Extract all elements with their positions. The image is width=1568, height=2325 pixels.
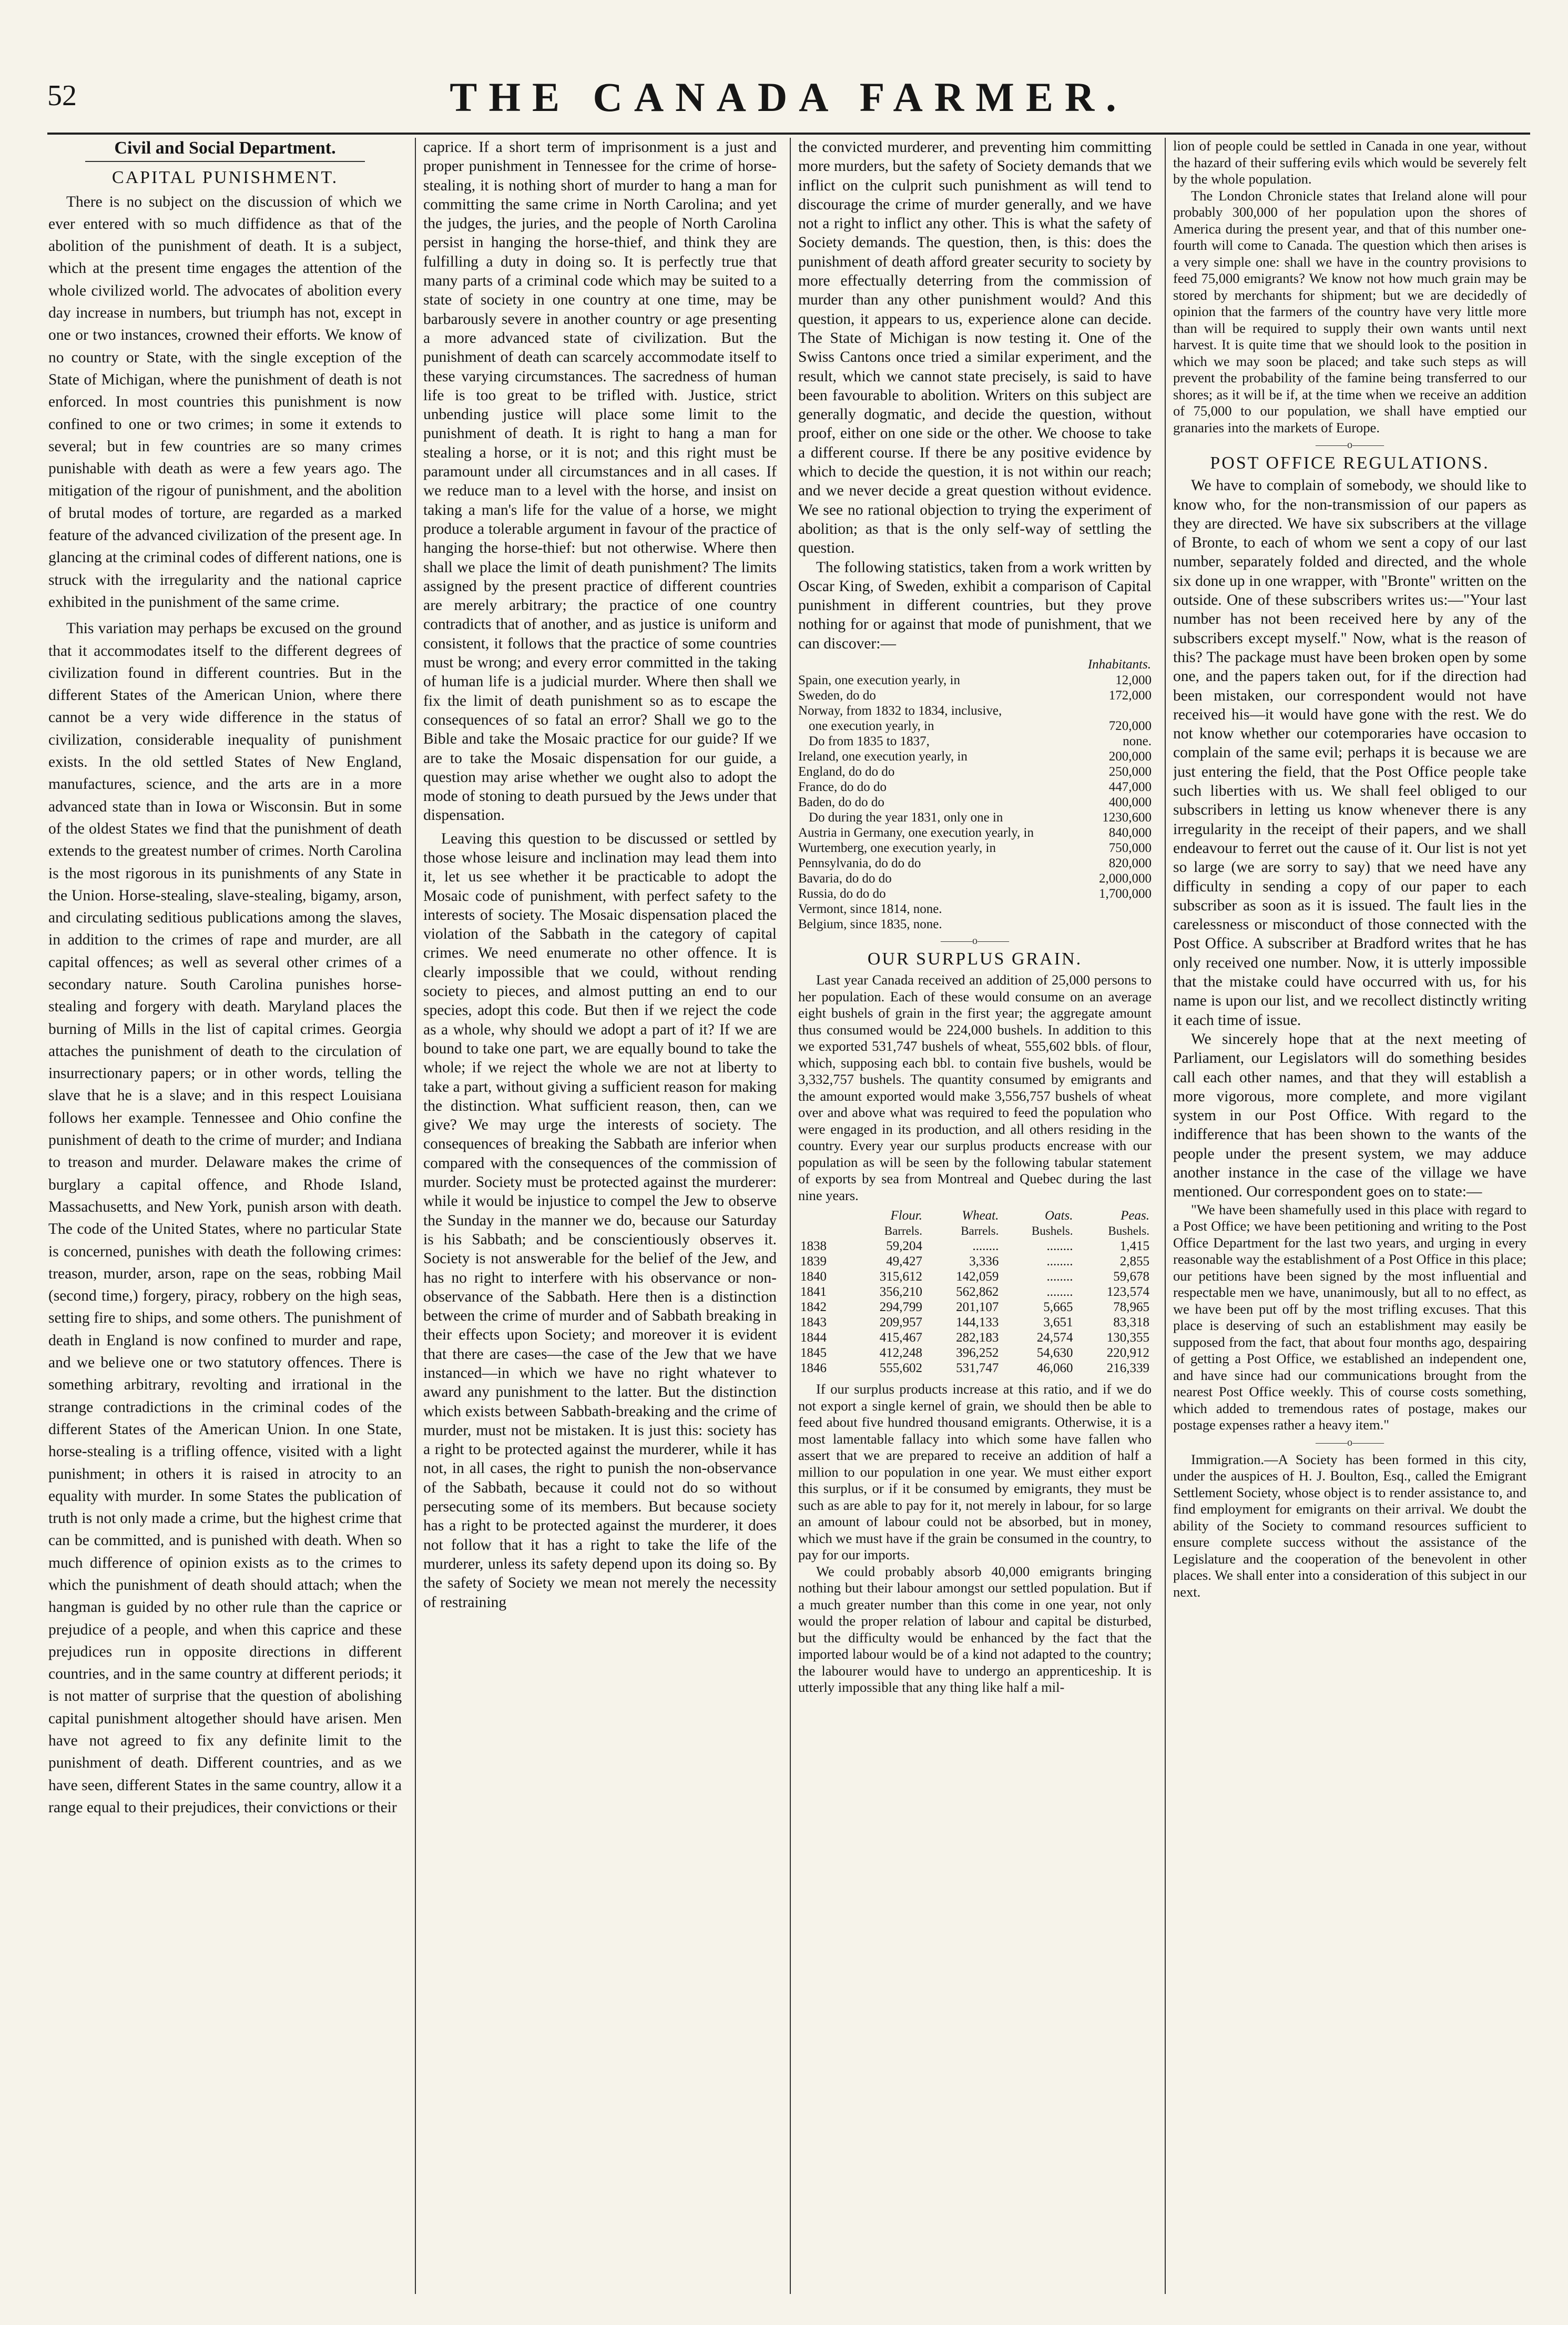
table-row [798,840,1152,856]
table-column-header: Flour. [890,1209,922,1223]
table-cell: Vermont, since 1814, none. [798,902,942,917]
table-row [798,734,1152,749]
table-row [798,1254,1152,1269]
table-cell: 1842 [800,1300,827,1315]
table-row [798,764,1152,779]
table-cell: 142,059 [956,1270,999,1284]
article-paragraph: Leaving this question to be discussed or settled by those whose leisure and inclination may lead them into it, let us see whether it be practicable to adopt the Mosaic code of punishment, with perfect safety to the interests of society. The Mosaic dispensation placed the violation of the Sabbath in the category of capital crimes. We need enumerate no other offence. It is clearly impossible that we could, without rending society to pieces, and almost putting an end to our species, adopt this code. But then if we reject the code as a whole, why should we adopt a part of it? If we are bound to take one part, we are equally bound to take the whole; if we reject the whole we are not at liberty to take a part, without giving a sufficient reason for making the distinction. What sufficient reason, then, can we give? We may urge the interests of society. The consequences of breaking the Sabbath are inferior when compared with the consequences of the commission of murder. Society must be protected against the murderer: while it would be injustice to compel the Jew to observe the Sunday in the manner we do, because our Saturday is his Sabbath; and be conscientiously observes it. Society is not answerable for the belief of the Jew, and has no right to interfere with his observance or non-observance of the Sabbath. Here then is a distinction between the crime of murder and of Sabbath breaking in their effects upon Society; and moreover it is evident that there are cases—the case of the Jew that we have instanced—in which we have no right whatever to award any punishment to the latter. But the distinction which exists between Sabbath-breaking and the crime of murder, must not be mistaken. It is just this: society has a right to be protected against the murderer, while it has not, in all cases, the right to punish the non-observance of the Sabbath, because it could not do so without persecuting some of its members. But because society has a right to be protected against the murderer, it does not follow that it has a right to take the life of the murderer, unless its safety depend upon its doing so. By the safety of Society we mean not merely the necessity of restraining [423,830,777,1611]
article-paragraph: This variation may perhaps be excused on the ground that it accommodates itself to the different degrees of civilization found in different countries. But in the different States of the American Union, where there cannot be a very wide difference in the status of civilization, considerable inequality of punishment exists. In the old settled States of New England, manufactures, science, and the arts are in a more advanced state than in Iowa or Wisconsin. But in some of the oldest States we find that the punishment of death extends to the greatest number of crimes. North Carolina is the most rigorous in its punishments of any State in the Union. Horse-stealing, slave-stealing, bigamy, arson, and circulating seditious publications among the slaves, in addition to the crimes of rape and murder, are all capital offences; as well as several other crimes of a secondary nature. South Carolina punishes horse-stealing and forgery with death. Maryland places the burning of Mills in the list of capital crimes. Georgia attaches the punishment of death to the circulation of insurrectionary papers; or in other words, telling the slave that he is a slave; and in this respect Louisiana follows her example. Tennessee and Ohio confine the punishment of death to the crime of murder; and Indiana to treason and murder. Delaware makes the crime of burglary a capital offence, and Rhode Island, Massachusetts, and New York, punish arson with death. The code of the United States, where no particular State is concerned, punishes with death the following crimes: treason, murder, arson, rape on the seas, robbing Mail (second time,) forgery, piracy, robbery on the high seas, setting fire to ships, and some others. The punishment of death in England is now confined to murder and rape, and we believe one or two statutory offences. There is something arbitrary, revolting and irrational in the strange contradictions in the criminal codes of the different States of the American Union. In one State, horse-stealing is a trifling offence, visited with a light punishment; in others it is raised in atrocity to an equality with murder. In some States the publication of truth is not only made a crime, but the highest crime that can be committed, and is punished with death. When so much difference of opinion exists as to the crimes to which the punishment of death should attach; when the hangman is guided by no other rule than the caprice or prejudice of a people, and when this caprice and these prejudices run in opposite directions in different countries, and in the same country at different periods; it is not matter of surprise that the question of abolishing capital punishment altogether should have arisen. Men have not agreed to fix any definite limit to the punishment of death. Different countries, and as we have seen, different States in the same country, allow it a range equal to their prejudices, their convictions or their [48,620,402,1816]
table-cell: Russia, do do do [798,887,886,901]
table-cell: 282,183 [956,1331,999,1345]
table-cell: 250,000 [1108,765,1152,779]
table-cell: France, do do do [798,780,887,795]
table-cell: 1841 [800,1285,827,1299]
section-divider: ———o——— [941,935,1009,947]
table-cell: none. [1123,734,1152,749]
table-cell: 1838 [800,1239,827,1254]
table-column-header: Inhabitants. [1087,657,1151,672]
article-paragraph: The London Chronicle states that Ireland alone will pour probably 300,000 of her population upon the shores of America during the present year, and that of this number one-fourth will come to Canada. The question which then arises is a very simple one: shall we have in the country provisions to feed 75,000 emigrants? We know not how much grain may be stored by merchants for shipment; but we are decidedly of opinion that the farmers of the country have very little more than will be required to supply their own wants until next harvest. It is quite time that we should look to the position in which we may soon be placed; and take such steps as will prevent the probability of the famine being transferred to our shores; as it will be if, at the time when we receive an addition of 75,000 to our population, we shall have emptied our granaries into the markets of Europe. [1173,187,1526,435]
table-row [798,901,1152,917]
table-row [798,917,1152,932]
table-cell: 54,630 [1036,1346,1073,1361]
table-row [798,1299,1152,1315]
table-cell: Do during the year 1831, only one in [809,810,1003,825]
table-cell: 3,336 [969,1254,999,1269]
article-paragraph: Last year Canada received an addition of 25,000 persons to her population. Each of these would consume on an average eight bushels of grain in the first year; the aggregate amount thus consumed would be 224,000 bushels. In addition to this we exported 531,747 bushels of wheat, 555,602 bbls. of flour, which, supposing each bbl. to contain five bushels, would be 3,332,757 bushels. The quantity consumed by emigrants and the amount exported would make 3,556,757 bushels of wheat over and above what was required to feed the population who were engaged in its production, and all others residing in the country. Every year our surplus products encrease with our population as will be seen by the following tabular statement of exports by sea from Montreal and Quebec during the last nine years. [798,972,1152,1203]
table-row [798,703,1152,718]
table-cell: 562,862 [956,1285,999,1299]
table-cell: 315,612 [879,1270,922,1284]
table-cell: 2,000,000 [1099,871,1152,886]
executions-table [798,656,1152,932]
table-row [798,871,1152,886]
table-cell: 294,799 [879,1300,922,1315]
table-cell: 12,000 [1115,673,1152,688]
table-column-header: Oats. [1045,1209,1073,1223]
page-number: 52 [47,79,77,112]
table-row [798,886,1152,901]
table-cell: 1844 [800,1331,827,1345]
table-cell: one execution yearly, in [809,719,934,734]
table-cell: 59,204 [886,1239,922,1254]
table-row [798,1345,1152,1361]
table-cell: 201,107 [956,1300,999,1315]
article-paragraph: lion of people could be settled in Canada in one year, without the hazard of their suffering evils which would be severely felt by the whole population. [1173,138,1526,187]
table-row [798,688,1152,703]
table-unit-header: Barrels. [884,1224,922,1238]
table-row [798,1361,1152,1376]
table-cell: 720,000 [1108,719,1152,734]
table-cell: ........ [1046,1239,1073,1254]
table-cell: ........ [1046,1270,1073,1284]
table-cell [1087,901,1152,917]
table-cell: England, do do do [798,765,895,779]
article-paragraph: caprice. If a short term of imprisonment is a just and proper punishment in Tennessee for the crime of horse-stealing, it is nothing short of murder to hang a man for committing the same crime in North Carolina; and yet the judges, the juries, and the people of North Carolina persist in hanging the horse-thief, and think they are fulfilling a duty in doing so. It is perfectly true that many parts of a criminal code which may be suited to a state of society in one country at one time, may be barbarously severe in another country or age presenting a more advanced state of civilization. But the punishment of death can scarcely accommodate itself to these varying circumstances. The sacredness of human life is too great to be trifled with. Justice, strict unbending justice will place some limit to the punishment of death. It is right to hang a man for stealing a horse, or it is not; and this right must be paramount under all circumstances and in all cases. If we reduce man to a level with the horse, and insist on taking a man's life for the value of a horse, we might produce a tolerable argument in favour of the practice of hanging the horse-thief: but not otherwise. Where then shall we place the limit of death punishment? The limits assigned by the present practice of different countries are merely arbitrary; the practice of one country contradicts that of another, and as justice is uniform and consistent, it follows that the practice of some countries must be wrong; and every error committed in the taking of human life is a judicial murder. Where then shall we fix the limit of death punishment so as to escape the consequences of so fatal an error? Shall we go to the Bible and take the Mosaic practice for our guide? If we are to take the Mosaic dispensation for our guide, a question may arise whether we ought also to adopt the mode of stoning to death pursued by the Jews under that dispensation. [423,139,777,824]
table-row [798,779,1152,795]
table-cell: Do from 1835 to 1837, [809,734,930,749]
article-paragraph: The following statistics, taken from a work written by Oscar King, of Sweden, exhibit a comparison of Capital punishment in different countries, but they prove nothing for or against that mode of punishment, that we can discover:— [798,559,1152,652]
table-cell: ........ [972,1239,999,1254]
article-paragraph: We sincerely hope that at the next meeting of Parliament, our Legislators will do something besides call each other names, and that they will establish a more vigorous, more complete, and more vigilant system in our Post Office. With regard to the indifference that has been shown to the wants of the people under the present system, we may adduce another instance in the case of the village we have mentioned. Our correspondent goes on to state:— [1173,1030,1526,1201]
table-cell: 200,000 [1108,749,1152,764]
column-rule [1165,138,1166,2294]
table-cell: 209,957 [879,1315,922,1330]
article-paragraph: We could probably absorb 40,000 emigrants bringing nothing but their labour amongst our settled population. But if a much greater number than this come in one year, not only would the proper relation of labour and capital be disturbed, but the difficulty would be enhanced by the fact that the imported labour would be of a kind not adapted to the country; the labourer would have to undergo an apprenticeship. It is utterly impossible that any thing like half a mil- [798,1563,1152,1695]
masthead-title: THE CANADA FARMER. [450,74,1128,120]
table-cell: 220,912 [1106,1346,1149,1361]
section-divider: ———o——— [1316,439,1384,451]
column-rule [790,138,791,2294]
table-cell: 447,000 [1108,780,1152,795]
table-cell: 78,965 [1113,1300,1149,1315]
table-column-header: Peas. [1121,1209,1149,1223]
table-cell: 144,133 [956,1315,999,1330]
column-4 [1173,138,1526,2294]
table-cell: 750,000 [1108,841,1152,856]
table-cell: Ireland, one execution yearly, in [798,749,968,764]
table-cell: 415,467 [879,1331,922,1345]
table-unit-header: Bushels. [1031,1224,1073,1238]
department-title: Civil and Social Department. [114,138,336,158]
table-row [798,1330,1152,1345]
table-row [798,1315,1152,1330]
table-cell: 1846 [800,1361,827,1376]
table-unit-header: Bushels. [1108,1224,1149,1238]
table-cell: 46,060 [1036,1361,1073,1376]
table-cell: 840,000 [1108,826,1152,840]
table-cell: Pennsylvania, do do do [798,856,921,871]
column-2 [423,138,777,2294]
table-row [798,718,1152,734]
table-cell: Wurtemberg, one execution yearly, in [798,841,996,856]
section-divider: ———o——— [1316,1436,1384,1448]
table-cell: 1,700,000 [1099,887,1152,901]
table-cell: Austria in Germany, one execution yearly, in [798,826,1034,840]
column-1 [48,138,402,2294]
table-cell: 1839 [800,1254,827,1269]
column-rule [415,138,416,2294]
table-cell: 1845 [800,1346,827,1361]
table-row [798,795,1152,810]
table-cell: Spain, one execution yearly, in [798,673,961,688]
table-cell: 400,000 [1108,795,1152,810]
table-cell: 396,252 [956,1346,999,1361]
quoted-letter: "We have been shamefully used in this place with regard to a Post Office; we have been petitioning and writing to the Post Office Department for the last two years, and urging in every reasonable way the establishment of a Post Office in this place; our petitions have been signed by the most influential and respectable men we have, unanimously, but all to no effect, as we have been put off by the most trifling excuses. That this place is deserving of such an establishment may easily be supposed from the fact, that about four months ago, despairing of getting a Post Office, we established an independent one, and have since had our communications brought from the nearest Post Office weekly. This of course costs something, which added to tremendous rates of postage, makes our postage expenses rather a heavy item." [1173,1201,1526,1433]
table-cell: 123,574 [1106,1285,1149,1299]
table-cell [1087,917,1152,932]
table-column-header: Wheat. [962,1209,999,1223]
table-unit-header: Barrels. [961,1224,999,1238]
table-cell: Bavaria, do do do [798,871,892,886]
table-cell: 49,427 [886,1254,922,1269]
table-cell: ........ [1046,1254,1073,1269]
table-cell: Baden, do do do [798,795,884,810]
table-cell: ........ [1046,1285,1073,1299]
article-paragraph: We have to complain of somebody, we should like to know who, for the non-transmission of our papers as they are directed. We have six subscribers at the village of Bronte, to each of whom we sent a copy of our last number, separately folded and directed, and the whole six done up in one wrapper, with "Bronte" written on the outside. One of these subscribers writes us:—"Your last number has not been received here by any of the subscribers except myself." Now, what is the reason of this? The package must have been broken open by some one, and the papers taken out, for if the direction had been mistaken, our correspondent would not have received his—it would have gone with the rest. We do not know whether our cotemporaries have occasion to complain of the same evil; perhaps it is because we are just entering the field, that the Post Office people take such liberties with us. We shall feel obliged to our subscribers in letting us know whenever there is any irregularity in the receipt of their papers, and we shall endeavour to ferret out the cause of it. Our list is not yet so large (we are sorry to say) that we need have any difficulty in sending a copy of our paper to each subscriber as soon as it is issued. The fault lies in the carelessness or misconduct of those connected with the Post Office. A subscriber at Bradford writes that he has only received one number. Now, it is utterly impossible that the mistake could have occurred with us, for his name is upon our list, and we recollect distinctly writing it each time of issue. [1173,477,1526,1029]
table-cell: 531,747 [956,1361,999,1376]
table-cell: 1843 [800,1315,827,1330]
article-paragraph: There is no subject on the discussion of which we ever entered with so much diffidence as that of the abolition of the punishment of death. It is a subject, which at the present time engages the attention of the whole civilized world. The advocates of abolition every day increase in numbers, but triumph has not, except in one or two instances, crowned their efforts. We know of no country or State, with the single exception of the State of Michigan, where the punishment of death is not enforced. In most countries this punishment is now confined to one or two crimes; in some it extends to several; but in few countries are so many crimes punishable with death as were a few years ago. The mitigation of the rigour of punishment, and the abolition of brutal modes of torture, are regarded as a marked feature of the advanced civilization of the present age. In glancing at the criminal codes of different nations, one is struck with the irregularity and the national caprice exhibited in the punishment of the same crime. [48,193,402,611]
table-row [798,749,1152,764]
table-cell: 1,415 [1119,1239,1149,1254]
article-heading-post-office: POST OFFICE REGULATIONS. [1210,453,1490,473]
table-cell: 83,318 [1113,1315,1149,1330]
article-heading-capital-punishment: CAPITAL PUNISHMENT. [111,168,339,188]
table-cell: Sweden, do do [798,688,876,703]
table-cell: 820,000 [1108,856,1152,871]
table-cell: 1230,600 [1102,810,1152,825]
exports-table [798,1208,1152,1376]
table-cell: 5,665 [1043,1300,1073,1315]
table-cell: 356,210 [879,1285,922,1299]
table-row [798,1238,1152,1254]
table-cell: 3,651 [1043,1315,1073,1330]
table-row [798,1284,1152,1299]
table-row [798,856,1152,871]
table-cell: Belgium, since 1835, none. [798,917,942,932]
column-3 [798,138,1152,2294]
article-paragraph: If our surplus products increase at this ratio, and if we do not export a single kernel of grain, we should then be able to feed about five hundred thousand emigrants. Otherwise, it is a most lamentable fallacy into which some have fallen who assert that we are prepared to receive an addition of half a million to our population in one year. We must either export this surplus, or if it be consumed by emigrants, they must be such as are able to pay for it, not merely in labour, for so large an amount of labour could not be absorbed, but in money, which we must have if the grain be consumed in the country, to pay for our imports. [798,1381,1152,1563]
page-header [47,74,1530,131]
table-row [798,673,1152,688]
table-row [798,1269,1152,1284]
article-paragraph: the convicted murderer, and preventing him committing more murders, but the safety of Society demands that we inflict on the culprit such punishment as will tend to discourage the crime of murder generally, and we have not a right to inflict any other. This is what the safety of Society demands. The question, then, is this: does the punishment of death afford greater security to society by more effectually deterring from the commission of murder than any other punishment would? And this question, it appears to us, experience alone can decide. The State of Michigan is now testing it. One of the Swiss Cantons once tried a similar experiment, and the result, which we cannot state precisely, is said to have been favourable to abolition. Writers on this subject are generally dogmatic, and decide the question, without proof, either on one side or the other. We choose to take a different course. If there be any positive evidence by which to decide the question, it is not within our reach; and we never decide a great question without evidence. We see no rational objection to trying the experiment of abolition; as that is the only self-way of settling the question. [798,139,1152,557]
table-row [798,825,1152,840]
table-cell: 24,574 [1036,1331,1073,1345]
table-cell: 412,248 [879,1346,922,1361]
header-rule [47,133,1530,135]
table-cell: Norway, from 1832 to 1834, inclusive, [798,704,1002,718]
table-cell: 172,000 [1108,688,1152,703]
article-heading-surplus-grain: OUR SURPLUS GRAIN. [867,949,1083,969]
table-cell: 59,678 [1113,1270,1149,1284]
title-rule [85,161,365,162]
table-cell [1087,703,1152,718]
table-cell: 2,855 [1119,1254,1149,1269]
table-cell: 555,602 [879,1361,922,1376]
table-cell: 1840 [800,1270,827,1284]
table-row [798,810,1152,825]
table-cell: 216,339 [1106,1361,1149,1376]
article-paragraph: Immigration.—A Society has been formed in this city, under the auspices of H. J. Boulton, Esq., called the Emigrant Settlement Society, whose object is to render assistance to, and find employment for emigrants on their arrival. We doubt the ability of the Society to command resources sufficient to ensure complete success without the assistance of the Legislature and the cooperation of the benevolent in other places. We shall enter into a consideration of this subject in our next. [1173,1451,1526,1600]
table-cell: 130,355 [1106,1331,1149,1345]
